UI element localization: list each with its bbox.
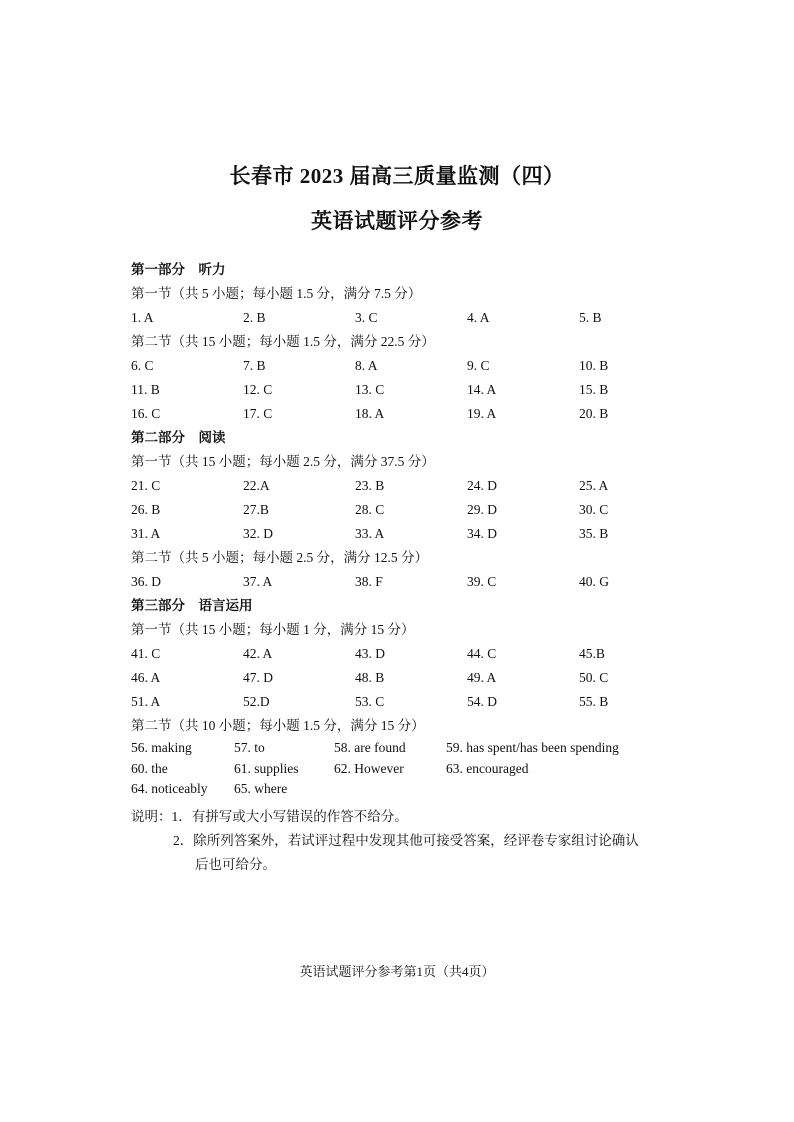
answer-cell: 5. B [579,310,602,325]
part3-sec2-answers [131,738,691,800]
note-1-text: 1．有拼写或大小写错误的作答不给分。 [171,809,408,824]
answer-row [131,498,691,522]
answer-cell: 53. C [355,694,385,709]
answer-cell: 24. D [467,478,497,493]
answer-row [131,378,691,402]
answer-cell: 52.D [243,694,270,709]
part2-sec2-answers [131,570,691,594]
part1-sec2-answers [131,354,691,426]
fill-answer-row [131,738,691,759]
answer-cell: 12. C [243,382,273,397]
answer-key [131,258,691,800]
answer-cell: 42. A [243,646,273,661]
fill-answer-cell: 60. the [131,760,168,776]
fill-answer-cell: 62. However [334,760,404,776]
answer-cell: 39. C [467,574,497,589]
document-title: 长春市 2023 届高三质量监测（四） [229,164,565,188]
answer-cell: 27.B [243,502,269,517]
part2-sec1-heading: 第一节（共 15 小题；每小题 2.5 分，满分 37.5 分） [131,454,435,469]
answer-cell: 55. B [579,694,609,709]
answer-cell: 6. C [131,358,154,373]
answer-cell: 29. D [467,502,497,517]
answer-cell: 37. A [243,574,273,589]
answer-cell: 36. D [131,574,161,589]
document-subtitle: 英语试题评分参考 [311,209,483,233]
notes [131,805,671,877]
answer-row [131,306,691,330]
fill-answer-cell: 56. making [131,740,192,755]
answer-cell: 45.B [579,646,605,661]
answer-cell: 30. C [579,502,609,517]
fill-answer-cell: 58. are found [334,740,406,755]
answer-cell: 33. A [355,526,385,541]
note-2-continued: 后也可给分。 [195,857,276,872]
answer-cell: 20. B [579,406,609,421]
answer-cell: 35. B [579,526,609,541]
part2-sec2-heading: 第二节（共 5 小题；每小题 2.5 分，满分 12.5 分） [131,550,428,565]
part1-heading: 第一部分 听力 [131,262,226,277]
answer-cell: 14. A [467,382,497,397]
answer-cell: 32. D [243,526,273,541]
page-footer: 英语试题评分参考第1页（共4页） [299,964,495,979]
answer-row [131,522,691,546]
answer-cell: 47. D [243,670,273,685]
fill-answer-row [131,779,691,800]
answer-row [131,570,691,594]
part3-sec1-heading: 第一节（共 15 小题；每小题 1 分，满分 15 分） [131,622,415,637]
answer-row [131,642,691,666]
answer-cell: 34. D [467,526,497,541]
answer-cell: 18. A [355,406,385,421]
part1-sec1-heading: 第一节（共 5 小题；每小题 1.5 分，满分 7.5 分） [131,286,422,301]
answer-cell: 1. A [131,310,154,325]
answer-row [131,474,691,498]
note-2: 2．除所列答案外，若试评过程中发现其他可接受答案，经评卷专家组讨论确认 [173,833,639,848]
fill-answer-cell: 63. encouraged [446,760,529,776]
fill-answer-cell: 61. supplies [234,760,299,776]
answer-cell: 2. B [243,310,266,325]
answer-cell: 25. A [579,478,609,493]
answer-cell: 54. D [467,694,497,709]
answer-cell: 13. C [355,382,385,397]
answer-cell: 9. C [467,358,490,373]
answer-cell: 48. B [355,670,385,685]
answer-cell: 10. B [579,358,609,373]
answer-cell: 7. B [243,358,266,373]
answer-row [131,690,691,714]
part3-sec2-heading: 第二节（共 10 小题；每小题 1.5 分，满分 15 分） [131,718,425,733]
part2-heading: 第二部分 阅读 [131,430,226,445]
fill-answer-cell: 64. noticeably [131,781,208,797]
fill-answer-cell: 59. has spent/has been spending [446,740,619,755]
answer-cell: 38. F [355,574,383,589]
answer-row [131,354,691,378]
answer-cell: 11. B [131,382,160,397]
answer-cell: 41. C [131,646,161,661]
answer-cell: 21. C [131,478,161,493]
answer-cell: 28. C [355,502,385,517]
answer-cell: 16. C [131,406,161,421]
answer-cell: 44. C [467,646,497,661]
fill-answer-row [131,759,691,780]
part2-sec1-answers [131,474,691,546]
note-1 [131,805,671,829]
answer-cell: 46. A [131,670,161,685]
fill-answer-cell: 57. to [234,740,265,755]
answer-cell: 40. G [579,574,609,589]
answer-row [131,666,691,690]
part3-heading: 第三部分 语言运用 [131,598,253,613]
answer-cell: 31. A [131,526,161,541]
answer-cell: 15. B [579,382,609,397]
answer-cell: 49. A [467,670,497,685]
answer-cell: 3. C [355,310,378,325]
answer-cell: 4. A [467,310,490,325]
answer-cell: 22.A [243,478,270,493]
part1-sec2-heading: 第二节（共 15 小题；每小题 1.5 分，满分 22.5 分） [131,334,435,349]
answer-cell: 19. A [467,406,497,421]
answer-cell: 50. C [579,670,609,685]
answer-cell: 8. A [355,358,378,373]
answer-cell: 26. B [131,502,161,517]
part1-sec1-answers [131,306,691,330]
fill-answer-cell: 65. where [234,781,288,797]
answer-row [131,402,691,426]
answer-cell: 17. C [243,406,273,421]
answer-cell: 43. D [355,646,385,661]
answer-cell: 23. B [355,478,385,493]
answer-cell: 51. A [131,694,161,709]
part3-sec1-answers [131,642,691,714]
notes-label: 说明： [131,809,172,824]
